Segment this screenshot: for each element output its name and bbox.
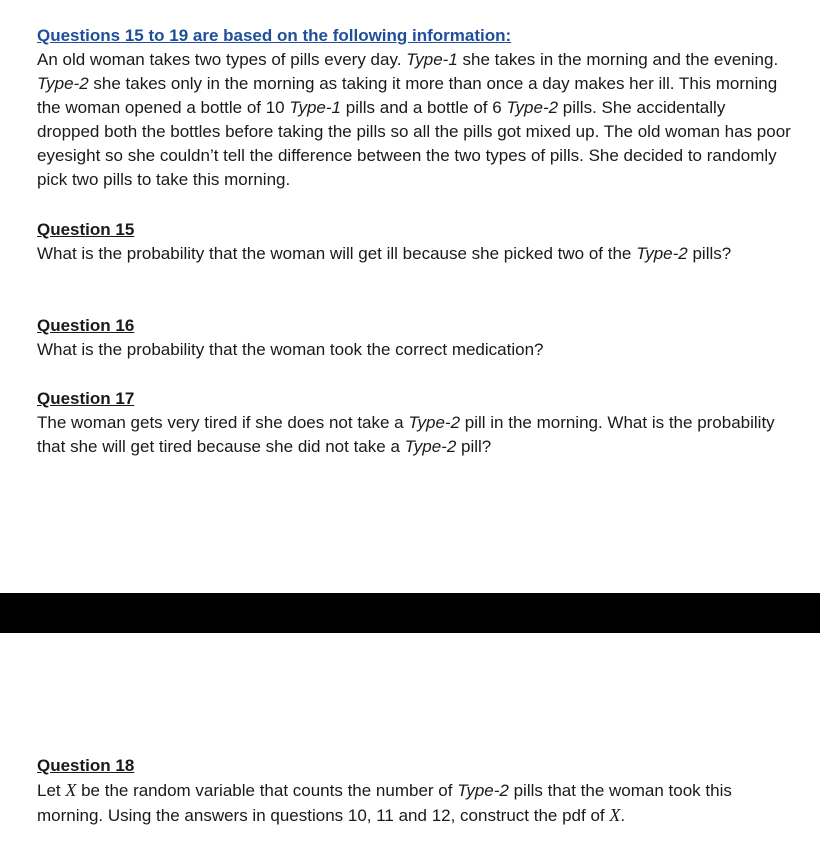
question-17-heading: Question 17 — [37, 389, 135, 408]
variable-x: X — [65, 780, 77, 800]
question-16-section — [37, 314, 792, 362]
question-18-section — [37, 754, 792, 828]
question-18-text: Let X be the random variable that counts the number of Type-2 pills that the woman took this morning. Using the answers in questions 10, 11 and 12, construct the pdf of X. — [37, 780, 732, 825]
intro-heading: Questions 15 to 19 are based on the following information: — [37, 26, 512, 45]
intro-section — [37, 24, 792, 192]
question-15-section — [37, 218, 792, 266]
question-15-heading: Question 15 — [37, 220, 135, 239]
question-15-text: What is the probability that the woman will get ill because she picked two of the Type-2 pills? — [37, 244, 732, 263]
variable-x: X — [609, 805, 621, 825]
question-16-text: What is the probability that the woman took the correct medication? — [37, 340, 544, 359]
question-17-text: The woman gets very tired if she does not take a Type-2 pill in the morning. What is the probability that she will get tired because she did not take a Type-2 pill? — [37, 413, 775, 456]
question-18-heading: Question 18 — [37, 756, 135, 775]
black-redaction-band — [0, 593, 820, 633]
intro-paragraph: An old woman takes two types of pills every day. Type-1 she takes in the morning and the evening. Type-2 she takes only in the morning as taking it more than once a day makes her ill. This morning the woman opened a bottle of 10 Type-1 pills and a bottle of 6 Type-2 pills. She accidentally dropped both the bottles before taking the pills so all the pills got mixed up. The old woman has poor eyesight so she couldn’t tell the difference between the two types of pills. She decided to randomly pick two pills to take this morning. — [37, 50, 791, 189]
question-17-section — [37, 387, 792, 459]
question-16-heading: Question 16 — [37, 316, 135, 335]
